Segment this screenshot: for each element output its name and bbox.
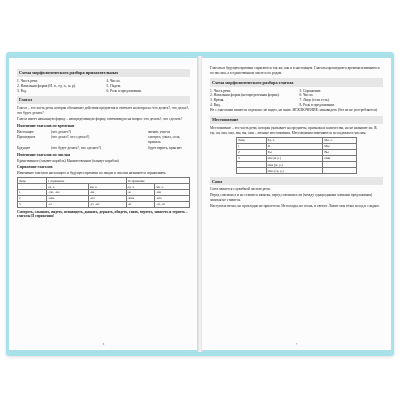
conjugation-subtitle: Спряжение глаголов xyxy=(17,165,53,170)
tense-example: звенит, учится xyxy=(148,129,171,134)
table-cell: -ем xyxy=(88,190,126,196)
right-page xyxy=(202,58,391,350)
list-item: 5. Спряжение. xyxy=(299,88,322,93)
verb-intro-text: Глаголы в будущем времени спрягаются так же, как и в настоящем. Глаголы прошедшего времени изменяются по числам, а в единственном числе и по родам. xyxy=(210,66,380,75)
tense-question: (что делает?) xyxy=(51,129,71,134)
table-cell: 2 xyxy=(18,195,47,201)
list-item: 6. Число. xyxy=(299,93,314,98)
table-cell: -ет xyxy=(47,201,89,207)
pronoun-table xyxy=(236,137,357,174)
tense-row xyxy=(17,135,190,144)
table-header-cell: Ед. ч. xyxy=(266,137,323,143)
tense-name: Настоящее xyxy=(17,129,34,134)
conjugation-table xyxy=(17,177,190,207)
table-cell: -ат, -ят xyxy=(155,201,190,207)
verb-scheme-title: Схема морфологического разбора глагола xyxy=(210,78,383,86)
list-item: 5. Падеж. xyxy=(106,83,122,88)
pronoun-section-title: Местоимение xyxy=(210,116,383,124)
verb-section-title: Глагол xyxy=(17,96,190,104)
list-item: 3. Род. xyxy=(17,88,27,93)
tense-subtitle: Изменение глаголов по временам xyxy=(17,123,75,128)
verb-scheme-list xyxy=(210,89,383,108)
table-header-cell: Лицо xyxy=(18,178,47,184)
table-cell: Оно (ср. р.) xyxy=(266,168,323,174)
conjunction-section-title: Союз xyxy=(210,177,383,185)
tense-name: Будущее xyxy=(17,145,31,150)
tense-question: (что будет делать?, что сделает?) xyxy=(51,145,102,150)
table-cell: мн. ч. xyxy=(155,184,190,190)
tense-example: будет верить, прыгнет xyxy=(148,145,182,150)
number-text: Единственное (плывет корабль) Множественное (плывут корабли) xyxy=(17,158,119,163)
tense-example: смотрел, узнал, сола, прилала xyxy=(148,135,181,145)
conjugation-text: Изменение глаголов настоящего и будущего времени по лицам и числам называется спряжением. xyxy=(17,171,167,176)
table-cell: -ишь xyxy=(126,195,155,201)
list-item: 3. Время. xyxy=(210,97,225,102)
table-cell: -ю xyxy=(126,190,155,196)
table-header-cell: Мн. ч. xyxy=(323,137,357,143)
conjunction-definition: Союз является служебной частью речи. xyxy=(210,187,271,192)
tense-name: Прошедшее xyxy=(17,135,36,140)
table-cell: мн. ч. xyxy=(88,184,126,190)
page-number: 6 xyxy=(102,342,105,347)
list-item: 4. Число. xyxy=(106,79,121,84)
table-cell: -ит xyxy=(126,201,155,207)
adjective-scheme-title: Схема морфологического разбора прилагательных xyxy=(17,69,190,77)
tense-row xyxy=(17,146,190,151)
list-item: 2. Начальная форма (неопределенная форма). xyxy=(210,93,280,98)
table-cell: -ите xyxy=(155,195,190,201)
table-cell: Они xyxy=(323,156,357,162)
verb-definition: Глагол – это часть речи, которая обозначает действия предметов и отвечает на вопросы: что делать?, что делал?, что будет делать? xyxy=(17,106,189,116)
table-cell xyxy=(323,168,357,174)
adjective-scheme-list xyxy=(17,79,190,93)
table-header-cell: II спряжение xyxy=(126,178,189,184)
left-page xyxy=(9,58,198,350)
table-cell: -ут, -ют xyxy=(88,201,126,207)
table-header-cell: I спряжение xyxy=(47,178,126,184)
conjugation-exceptions: Смотреть, слышать, видеть, ненавидеть, дышать, держать, обидеть, гнать, вертеть, зависеть и терпеть – глаголы II спряжения! xyxy=(17,209,188,219)
conjunction-examples: Наступила весна, но прохладно не прилетели. Не походы, не огонь, и светит. Ложит моя тёзка холод и сладкое. xyxy=(210,204,380,208)
table-cell: Она (ж. р.) xyxy=(266,162,323,168)
table-cell: 3 xyxy=(18,201,47,207)
table-cell: ед. ч. xyxy=(47,184,89,190)
table-cell: 2 xyxy=(236,149,266,155)
list-item: 7. Лицо (если есть). xyxy=(299,97,330,102)
tense-row xyxy=(17,130,190,135)
list-item: 2. Начальная форма (И. п., ед. ч., м. р). xyxy=(17,83,77,88)
table-cell: -им xyxy=(155,190,190,196)
table-cell: -ую, -аю xyxy=(47,190,89,196)
table-cell: Он (м. р.) xyxy=(266,156,323,162)
table-cell: -ете xyxy=(88,195,126,201)
table-row xyxy=(18,201,190,207)
table-cell xyxy=(236,168,266,174)
number-subtitle: Изменение глаголов по числам xyxy=(17,152,71,157)
list-item: 1. Часть речи. xyxy=(17,79,39,84)
table-cell: 3 xyxy=(236,156,266,162)
list-item: 4. Вид. xyxy=(210,102,221,107)
table-header-cell: Лицо xyxy=(236,137,266,143)
conjunction-rule: Перед союзами а и но ставится запятая, перед союзами и ли (между однородными членами предложения) запятая не ставится. xyxy=(210,193,373,203)
table-cell: -ешь xyxy=(47,195,89,201)
list-item: 1. Часть речи. xyxy=(210,88,232,93)
table-cell: ед. ч. xyxy=(126,184,155,190)
table-cell: Ты xyxy=(266,149,323,155)
table-row xyxy=(236,168,356,174)
table-cell: 1 xyxy=(18,190,47,196)
table-cell: 1 xyxy=(236,143,266,149)
pronoun-definition: Местоимение – это часть речи, которая указывает на предметы, признаки и количества, но не называет их. Я, ты, он, она, оно, мы, вы, они – личные местоимения. Местоимения изменяются по падежам и числам. xyxy=(210,126,378,135)
table-cell: Вы xyxy=(323,149,357,155)
table-cell: Я xyxy=(266,143,323,149)
list-item: 6. Роль в предложении. xyxy=(106,88,142,93)
table-cell: Мы xyxy=(323,143,357,149)
list-item: 8. Роль в предложении. xyxy=(299,102,335,107)
ne-rule: Не с глаголами пишется отдельно: не видел, не знаю. ИСКЛЮЧЕНИЕ: ненавидеть (без не не употребляется). xyxy=(210,108,378,113)
page-number: 7 xyxy=(295,342,298,347)
verb-initial-form: Глагол имеет начальную форму – неопределенную форму, отвечающую на вопрос что делать?, что сделать? xyxy=(17,116,183,121)
tense-question: (что делал?, что сделал?) xyxy=(51,135,90,140)
